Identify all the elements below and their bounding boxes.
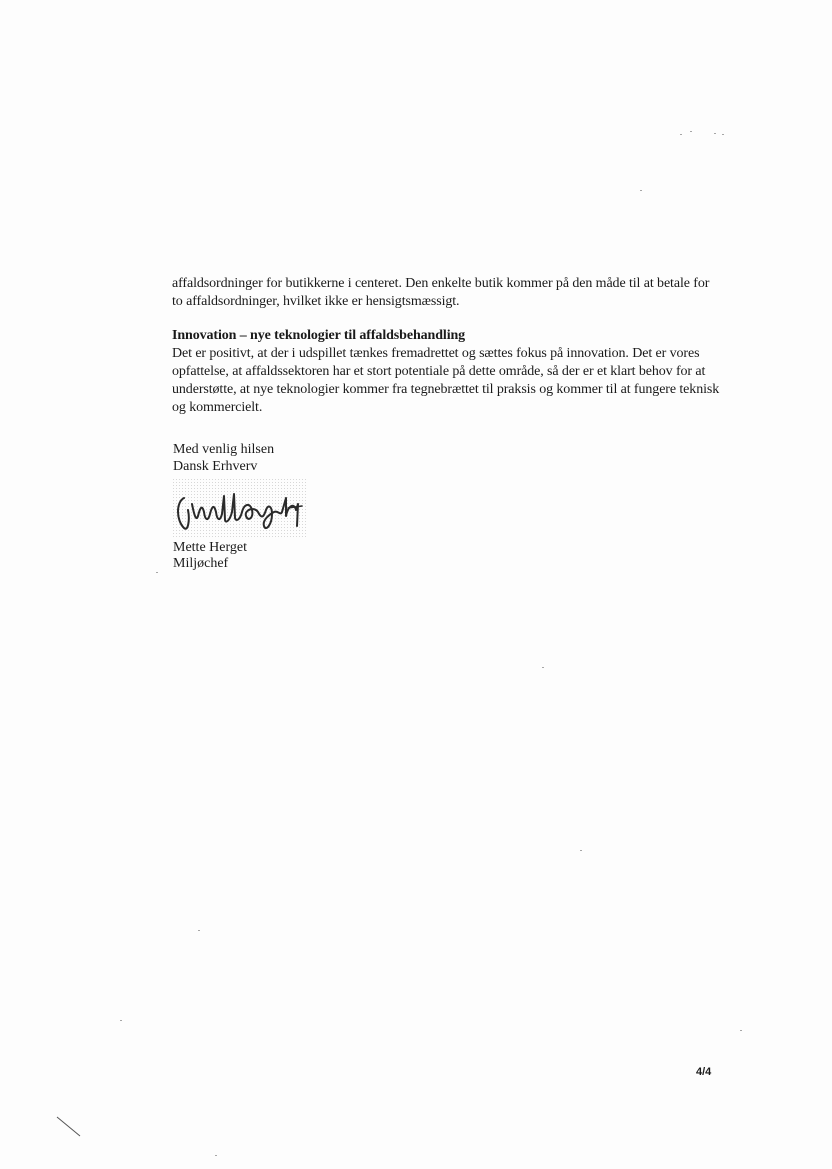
scan-speck	[215, 1155, 217, 1156]
scan-speck	[156, 572, 158, 573]
section-line: Det er positivt, at der i udspillet tænkes fremadrettet og sættes fokus på innovation. Det er vores	[172, 346, 700, 361]
page-number: 4/4	[696, 1066, 712, 1078]
signer-name: Mette Herget	[173, 540, 247, 555]
scan-speck	[722, 134, 724, 135]
paragraph-line: affaldsordninger for butikkerne i centeret. Den enkelte butik kommer på den måde til at betale for	[172, 276, 710, 291]
closing-organization: Dansk Erhverv	[173, 459, 258, 474]
section-line: understøtte, at nye teknologier kommer fra tegnebrættet til praksis og kommer til at fungere teknisk	[172, 382, 720, 397]
section-line: og kommercielt.	[172, 400, 263, 415]
scan-speck	[690, 131, 692, 132]
scan-speck	[120, 1020, 122, 1021]
signer	[173, 540, 247, 572]
closing	[173, 441, 274, 475]
scan-speck	[680, 134, 682, 135]
signer-title: Miljøchef	[173, 556, 229, 571]
scan-speck	[714, 133, 716, 134]
section-line: opfattelse, at affaldssektoren har et stort potentiale på dette område, så der er et klart behov for at	[172, 364, 706, 379]
scan-speck	[640, 190, 642, 191]
section-body	[172, 345, 752, 417]
handwritten-signature	[170, 476, 310, 540]
innovation-section	[172, 327, 752, 417]
scan-speck	[198, 930, 200, 931]
section-heading: Innovation – nye teknologier til affaldsbehandling	[172, 328, 466, 343]
continued-paragraph	[172, 275, 752, 311]
paragraph-line: to affaldsordninger, hvilket ikke er hensigtsmæssigt.	[172, 294, 460, 309]
scan-speck	[740, 1030, 742, 1031]
scan-speck	[542, 667, 544, 668]
scan-speck	[580, 850, 582, 851]
scan-mark	[56, 1116, 82, 1138]
closing-greeting: Med venlig hilsen	[173, 442, 275, 457]
